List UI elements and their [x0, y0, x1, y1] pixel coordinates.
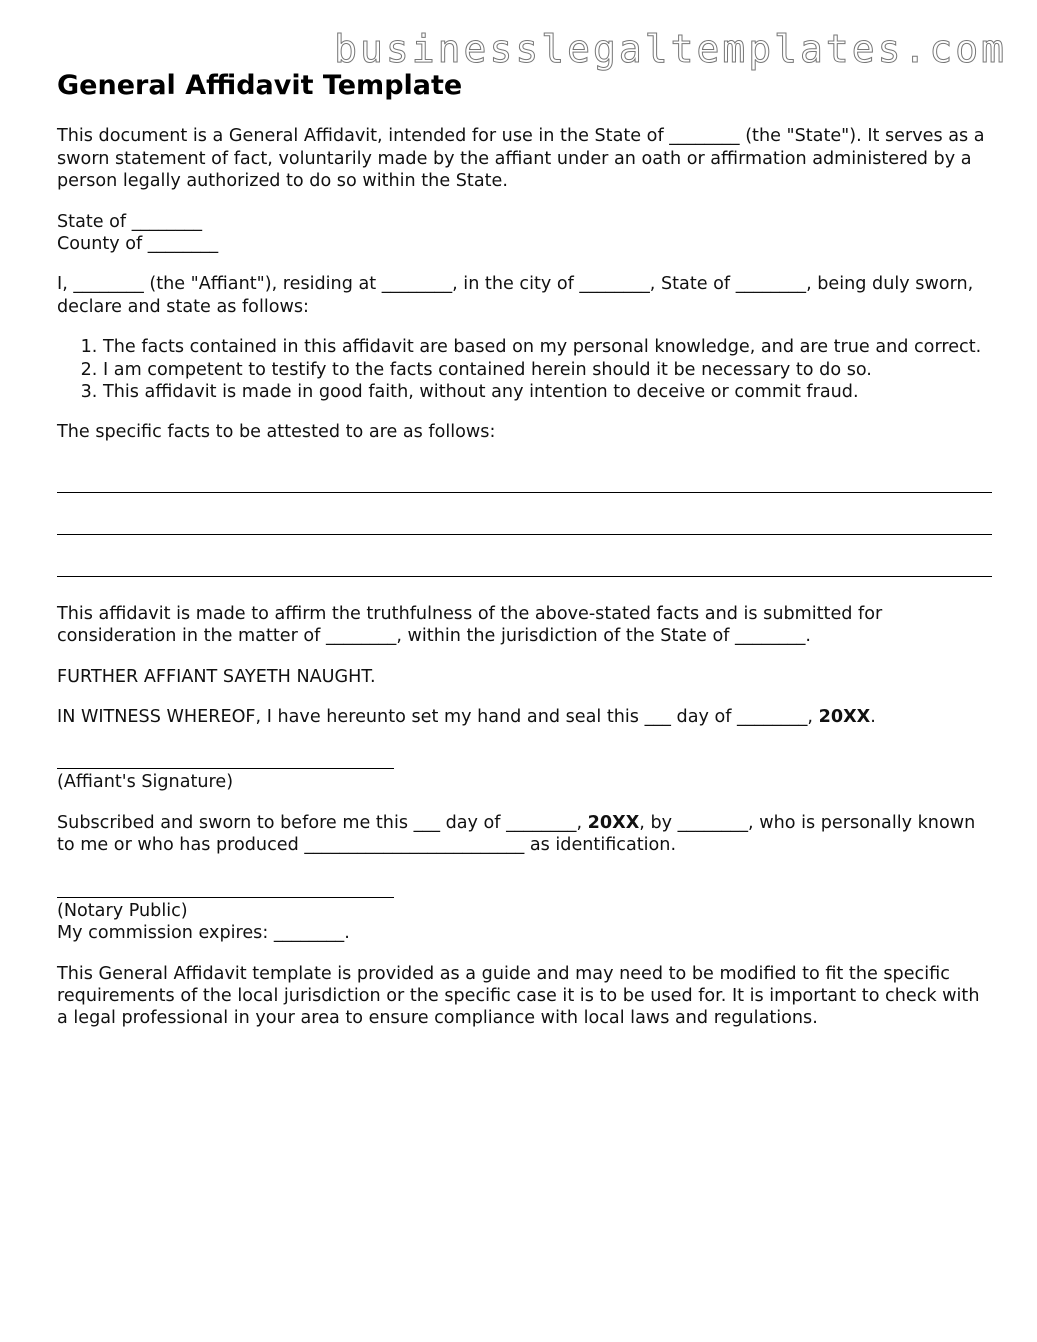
- venue-block: [57, 211, 992, 256]
- purpose-paragraph: This affidavit is made to affirm the truthfulness of the above-stated facts and is submitted for consideration in the matter of ________, within the jurisdiction of the State of ________.: [57, 603, 883, 647]
- witness-suffix: .: [870, 707, 876, 728]
- jurat-suffix: , by ________, who is personally known to me or who has produced _________________________ as identification.: [57, 812, 976, 856]
- list-item: 2. I am competent to testify to the facts contained herein should it be necessary to do so.: [103, 359, 992, 381]
- facts-blank-line: [57, 492, 992, 493]
- jurat-year: 20XX: [587, 812, 640, 833]
- notary-signature-line: [57, 897, 394, 898]
- statements-list: [57, 336, 992, 403]
- affiant-signature-line: [57, 768, 394, 769]
- venue-county-line: County of ________: [57, 234, 219, 255]
- commission-expires-line: My commission expires: ________.: [57, 923, 350, 944]
- affiant-signature-caption: (Affiant's Signature): [57, 772, 234, 793]
- facts-intro: The specific facts to be attested to are as follows:: [57, 422, 496, 443]
- declaration-paragraph: I, ________ (the "Affiant"), residing at ________, in the city of ________, State of ________, being duly sworn, declare and state as follows:: [57, 274, 974, 317]
- venue-state-line: State of ________: [57, 211, 203, 232]
- facts-blank-line: [57, 576, 992, 577]
- witness-paragraph: [57, 706, 992, 728]
- disclaimer-paragraph: This General Affidavit template is provided as a guide and may need to be modified to fit the specific requirements of the local jurisdiction or the specific case it is to be used for. It is important to check with a legal professional in your area to ensure compliance with local laws and regulations.: [57, 963, 980, 1029]
- watermark-text: businesslegaltemplates.com: [334, 27, 1007, 71]
- document-page: [57, 70, 992, 1030]
- jurat-prefix: Subscribed and sworn to before me this ___ day of ________,: [57, 812, 588, 833]
- witness-prefix: IN WITNESS WHEREOF, I have hereunto set my hand and seal this ___ day of ________,: [57, 707, 819, 728]
- notary-caption: (Notary Public): [57, 900, 188, 921]
- facts-blank-line: [57, 534, 992, 535]
- witness-year: 20XX: [818, 707, 871, 728]
- further-affiant-line: FURTHER AFFIANT SAYETH NAUGHT.: [57, 666, 376, 687]
- list-item: 3. This affidavit is made in good faith, without any intention to deceive or commit fraud.: [103, 381, 992, 403]
- intro-paragraph: This document is a General Affidavit, intended for use in the State of ________ (the "State"). It serves as a sworn statement of fact, voluntarily made by the affiant under an oath or affirmation administered by a person legally authorized to do so within the State.: [57, 126, 985, 192]
- document-title: General Affidavit Template: [57, 70, 463, 101]
- list-item: 1. The facts contained in this affidavit are based on my personal knowledge, and are true and correct.: [103, 336, 992, 358]
- notary-block: [57, 900, 992, 945]
- jurat-paragraph: [57, 812, 992, 857]
